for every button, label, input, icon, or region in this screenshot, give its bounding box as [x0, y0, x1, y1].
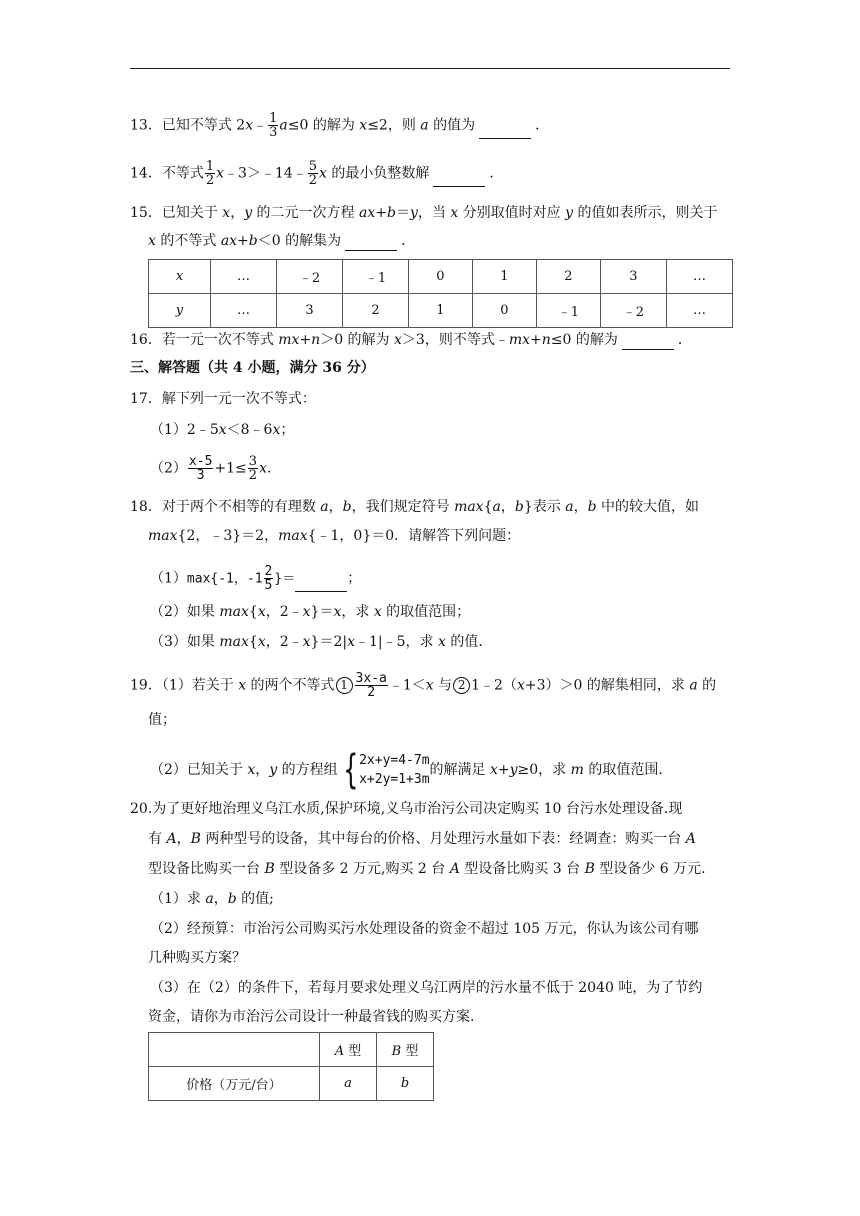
denominator: 2 — [308, 173, 318, 188]
var: x — [516, 677, 525, 694]
text: 型 — [344, 1044, 362, 1059]
text: 1﹣2（ — [471, 677, 517, 694]
circled-number-1: 1 — [336, 677, 353, 694]
text: 分别取值时对应 — [458, 205, 566, 221]
text: ＜0 的解集为 — [257, 233, 342, 249]
denominator: 2 — [248, 468, 258, 483]
equipment-table — [148, 1032, 434, 1101]
text: ． — [401, 233, 416, 249]
var: a — [565, 499, 574, 515]
text: ＞0 的解为 — [320, 332, 395, 348]
text: ＝ — [395, 205, 410, 221]
text: }＝ — [310, 604, 334, 620]
text: }＝2| — [310, 634, 348, 650]
answer-blank[interactable] — [295, 577, 347, 592]
question-17-part-2 — [150, 455, 271, 482]
text: ， — [500, 499, 515, 515]
text: ≤0 的解为 — [550, 332, 618, 348]
text: ≤0 的解为 — [287, 117, 360, 134]
var: y — [175, 303, 184, 318]
numerator: 1 — [205, 159, 215, 174]
text: ． — [489, 165, 504, 182]
text: 不等式 — [161, 165, 204, 182]
var: x — [373, 604, 382, 620]
text: （1）2﹣5 — [150, 422, 219, 438]
text: ， — [573, 499, 588, 515]
var: A — [166, 831, 177, 847]
text: ，我们规定符号 — [351, 499, 455, 515]
var: x — [148, 233, 156, 249]
question-20-part-1 — [150, 889, 274, 909]
text: +3）＞0 的解集相同，求 — [524, 677, 690, 694]
text: . — [266, 460, 272, 477]
text: （3）如果 — [150, 634, 220, 650]
question-number: 20. — [130, 801, 153, 817]
text: （1）求 — [150, 891, 206, 907]
denominator: 2 — [205, 173, 215, 188]
question-16 — [130, 330, 692, 350]
table-cell — [149, 260, 211, 294]
section-heading: 三、解答题（共 4 小题，满分 36 分） — [130, 360, 375, 376]
answer-blank[interactable] — [433, 172, 485, 187]
var: A — [334, 1044, 345, 1059]
text: ， — [230, 205, 245, 221]
text: {﹣1，0}＝0．请解答下列问题： — [307, 528, 521, 544]
text: ，求 — [341, 604, 374, 620]
table-cell: … — [666, 294, 732, 328]
table-cell: 3 — [600, 260, 666, 294]
var: x — [247, 762, 256, 778]
denominator: 2 — [367, 685, 376, 700]
question-number: 19． — [130, 677, 162, 694]
table-cell: 2 — [342, 294, 408, 328]
fraction — [308, 160, 318, 187]
question-18-line-1 — [130, 497, 699, 517]
text: ﹣3＞﹣14﹣ — [224, 165, 307, 182]
text: ≤2，则 — [367, 117, 421, 134]
text: }＝ — [274, 571, 296, 587]
question-15-line-1 — [130, 203, 718, 223]
var: x — [450, 205, 459, 221]
text: {2，﹣3}＝2， — [177, 528, 279, 544]
var: x — [259, 460, 267, 477]
var: x — [359, 117, 368, 134]
text: ＜8﹣6 — [226, 422, 273, 438]
var: a — [320, 499, 329, 515]
equation-system — [359, 751, 429, 789]
var: a — [279, 117, 288, 134]
table-cell: ﹣1 — [536, 294, 600, 328]
question-20-line-1 — [130, 799, 682, 819]
text: ≥0，求 — [517, 762, 571, 778]
text: 的值; — [236, 891, 274, 907]
expr: max — [454, 499, 484, 515]
text: ﹣1|﹣5，求 — [354, 634, 438, 650]
text: }表示 — [523, 499, 566, 515]
table-cell: 1 — [472, 260, 536, 294]
question-20-part-3-line-2: 资金，请你为市治污公司设计一种最省钱的购买方案. — [148, 1009, 475, 1025]
text: { — [483, 499, 493, 515]
text: +1≤ — [214, 460, 247, 477]
question-20-part-3-line-1: （3）在（2）的条件下，若每月要求处理义乌江两岸的污水量不低于 2040 吨，为了节约 — [150, 980, 703, 996]
question-17 — [130, 389, 316, 409]
text: ． — [535, 117, 550, 134]
numerator: 3x-a — [355, 671, 387, 686]
text: ， — [255, 762, 270, 778]
text: 型设备比购买一台 — [148, 861, 265, 877]
var: a — [492, 499, 501, 515]
text: ﹣1＜ — [388, 677, 426, 694]
question-19-line-1 — [130, 672, 716, 699]
table-cell: 1 — [408, 294, 472, 328]
question-17-part-1 — [150, 420, 294, 440]
fraction — [355, 672, 388, 699]
expr: max — [278, 528, 308, 544]
var: x — [394, 332, 402, 348]
table-cell: … — [210, 294, 276, 328]
numerator: 1 — [269, 111, 278, 126]
text: 为了更好地治理义乌江水质,保护环境,义乌市治污公司决定购买 10 台污水处理设备.现 — [152, 801, 683, 817]
question-number: 16． — [130, 332, 162, 348]
text: 解下列一元一次不等式： — [161, 391, 316, 407]
table-cell: ﹣2 — [600, 294, 666, 328]
text: ，当 — [417, 205, 451, 221]
fraction — [268, 112, 278, 139]
var: x — [216, 165, 225, 182]
text: { — [248, 634, 258, 650]
var: a — [205, 891, 214, 907]
var: B — [391, 1044, 402, 1059]
table-cell — [320, 1033, 377, 1067]
fraction — [205, 160, 215, 187]
equation: 2x+y=4-7m — [359, 753, 430, 768]
denominator: 3 — [196, 468, 205, 483]
var: B — [190, 831, 201, 847]
question-19-line-2: 值； — [148, 712, 176, 728]
question-number: 18． — [130, 499, 162, 515]
table-cell: 3 — [276, 294, 342, 328]
text: 的值为 — [428, 117, 476, 134]
expr: ax+b — [220, 233, 258, 249]
text: {-1，-1 — [210, 571, 263, 587]
text: 型设备多 2 万元,购买 2 台 — [274, 861, 450, 877]
text: ， — [176, 831, 191, 847]
text: 的两个不等式 — [246, 677, 335, 694]
table-cell: … — [210, 260, 276, 294]
var: x — [437, 634, 446, 650]
left-brace: { — [342, 747, 359, 793]
numerator: 2 — [264, 564, 273, 579]
text: 若一元一次不等式 — [161, 332, 279, 348]
var: x — [257, 604, 266, 620]
var: x — [238, 677, 247, 694]
question-20-line-2 — [148, 829, 696, 849]
text: 的 — [697, 677, 717, 694]
answer-blank[interactable] — [479, 124, 531, 139]
var: x — [425, 677, 434, 694]
table-row — [149, 1033, 434, 1067]
table-cell: 0 — [472, 294, 536, 328]
var: a — [689, 677, 698, 694]
answer-blank[interactable] — [345, 236, 397, 251]
var: b — [400, 1076, 410, 1091]
text: 对于两个不相等的有理数 — [161, 499, 321, 515]
var: B — [584, 861, 595, 877]
question-20-part-2-line-1: （2）经预算：市治污公司购买污水处理设备的资金不超过 105 万元，你认为该公司有哪 — [150, 921, 699, 937]
var: x — [302, 634, 311, 650]
text: ． — [677, 332, 692, 348]
text: 型设备比购买 3 台 — [459, 861, 585, 877]
text: ， — [213, 891, 228, 907]
text: 的值如表所示，则关于 — [573, 205, 718, 221]
table-row — [149, 260, 733, 294]
var: a — [344, 1076, 352, 1091]
text: （1） — [150, 570, 187, 587]
text: ﹣ — [253, 117, 268, 134]
xy-value-table — [148, 259, 733, 328]
var: x — [333, 604, 342, 620]
text: （2） — [150, 460, 187, 477]
text: { — [248, 604, 258, 620]
question-number: 15． — [130, 205, 162, 221]
var: b — [587, 499, 597, 515]
text: 的解满足 — [429, 762, 490, 778]
var: A — [449, 861, 460, 877]
question-14 — [130, 160, 503, 187]
text: 的不等式 — [155, 233, 221, 249]
fraction — [248, 455, 258, 482]
denominator: 5 — [264, 578, 273, 593]
var: x — [222, 205, 231, 221]
text: （2）如果 — [150, 604, 220, 620]
var: x — [245, 117, 254, 134]
expr: ax+b — [359, 205, 396, 221]
var: x — [175, 269, 184, 284]
question-number: 17． — [130, 391, 162, 407]
expr: max — [219, 604, 249, 620]
equation: x+2y=1+3m — [359, 772, 430, 787]
expr: mx+n — [508, 332, 551, 348]
var: a — [420, 117, 429, 134]
text: ， — [328, 499, 343, 515]
question-19-part-2 — [150, 747, 663, 793]
text: ，2﹣ — [265, 634, 303, 650]
text: 的二元一次方程 — [252, 205, 360, 221]
text: 的值. — [445, 634, 483, 650]
expr: max — [186, 571, 211, 587]
var: x — [272, 422, 281, 438]
text: 已知不等式 2 — [161, 117, 246, 134]
question-number: 13． — [130, 117, 162, 134]
question-20-part-2-line-2: 几种购买方案？ — [148, 950, 246, 966]
table-cell: 价格（万元/台） — [149, 1067, 320, 1101]
expr: x+y — [490, 762, 518, 778]
text: 的最小负整数解 — [326, 165, 430, 182]
text: 型 — [401, 1044, 419, 1059]
question-18-part-2 — [150, 602, 470, 622]
question-13 — [130, 112, 549, 139]
table-cell: … — [666, 260, 732, 294]
var: b — [227, 891, 237, 907]
text: 两种型号的设备，其中每台的价格、月处理污水量如下表：经调查：购买一台 — [200, 831, 686, 847]
text: ； — [347, 570, 362, 587]
table-cell: ﹣2 — [276, 260, 342, 294]
text: （2）已知关于 — [150, 762, 248, 778]
var: B — [264, 861, 275, 877]
numerator: 3 — [248, 454, 258, 469]
text: 有 — [148, 831, 167, 847]
question-18-part-1 — [150, 565, 361, 592]
text: 中的较大值，如 — [596, 499, 699, 515]
var: y — [244, 205, 253, 221]
table-cell — [377, 1067, 434, 1101]
var: x — [257, 634, 266, 650]
text: 的取值范围. — [583, 762, 663, 778]
var: x — [347, 634, 355, 650]
var: x — [319, 165, 327, 182]
table-cell — [149, 294, 211, 328]
question-18-part-3 — [150, 632, 483, 652]
question-20-line-3 — [148, 859, 706, 879]
text: ； — [280, 422, 295, 438]
expr: mx+n — [278, 332, 321, 348]
text: 已知关于 — [161, 205, 223, 221]
text: ，2﹣ — [265, 604, 303, 620]
table-cell: 0 — [408, 260, 472, 294]
answer-blank[interactable] — [622, 335, 674, 350]
var: b — [514, 499, 524, 515]
numerator: 5 — [308, 159, 318, 174]
text: ＞3，则不等式﹣ — [401, 332, 509, 348]
table-cell: 2 — [536, 260, 600, 294]
var: x — [218, 422, 227, 438]
circled-number-2: 2 — [453, 677, 470, 694]
text: 型设备少 6 万元. — [594, 861, 706, 877]
var: y — [565, 205, 574, 221]
var: m — [570, 762, 584, 778]
table-cell — [320, 1067, 377, 1101]
var: y — [269, 762, 278, 778]
expr: max — [219, 634, 249, 650]
var: x — [302, 604, 311, 620]
question-number: 14． — [130, 165, 162, 182]
table-cell — [149, 1033, 320, 1067]
table-cell: ﹣1 — [342, 260, 408, 294]
table-cell — [377, 1033, 434, 1067]
var: b — [342, 499, 352, 515]
text: 的方程组 — [277, 762, 338, 778]
var: y — [409, 205, 418, 221]
table-row — [149, 1067, 434, 1101]
expr: max — [148, 528, 178, 544]
table-row — [149, 294, 733, 328]
fraction — [188, 455, 213, 482]
question-18-line-2 — [148, 526, 520, 546]
text: 与 — [433, 677, 453, 694]
fraction — [264, 565, 274, 592]
var: A — [685, 831, 696, 847]
question-15-line-2 — [148, 231, 415, 251]
header-rule — [130, 68, 730, 69]
text: （1）若关于 — [161, 677, 239, 694]
text: 的取值范围； — [381, 604, 471, 620]
numerator: x-5 — [188, 454, 213, 469]
denominator: 3 — [269, 125, 278, 140]
